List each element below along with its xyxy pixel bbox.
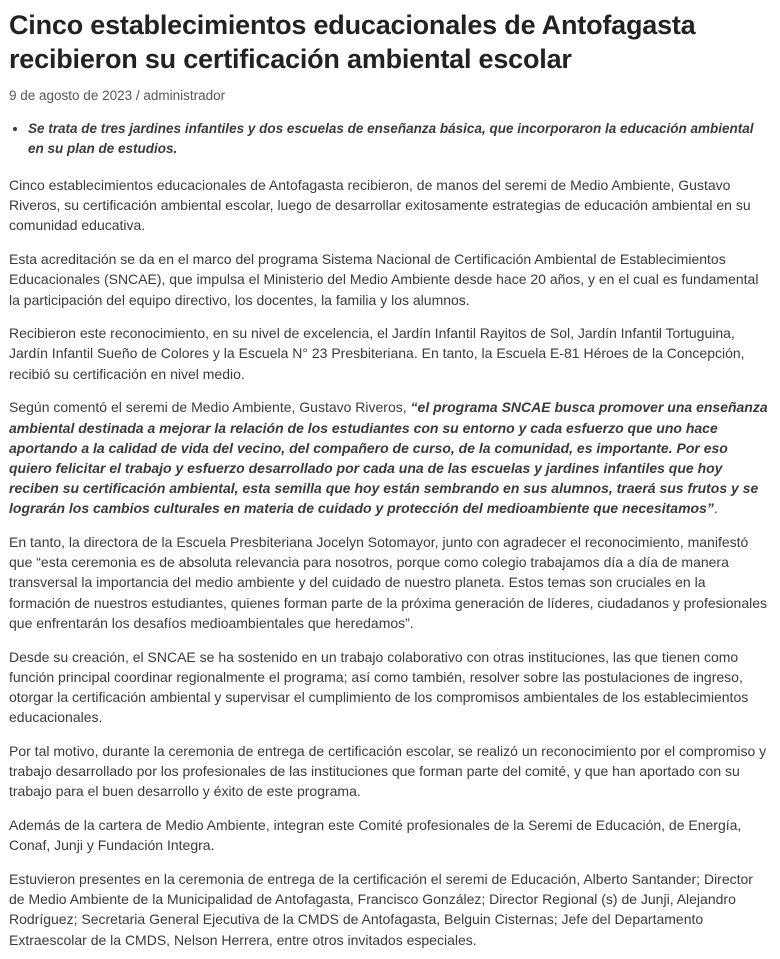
article-title: Cinco establecimientos educacionales de Antofagasta recibieron su certificación ambiental escolar xyxy=(9,10,696,74)
post-meta xyxy=(9,88,770,103)
post-date-link[interactable]: 9 de agosto de 2023 xyxy=(9,88,133,103)
paragraph-intro: Cinco establecimientos educacionales de Antofagasta recibieron, de manos del seremi de Medio Ambiente, Gustavo Riveros, su certificación ambiental escolar, luego de desarrollar exitosamente estrategias de educación ambiental en su comunidad educativa. xyxy=(9,177,751,234)
lead-list xyxy=(9,119,770,159)
paragraph-attendees: Estuvieron presentes en la ceremonia de entrega de la certificación el seremi de Educación, Alberto Santander; Director de Medio Ambiente de la Municipalidad de Antofagasta, Francisco González; Director Regional (s) de Junji, Alejandro Rodríguez; Secretaria General Ejecutiva de la CMDS de Antofagasta, Belguin Cisternas; Jefe del Departamento Extraescolar de la CMDS, Nelson Herrera, entre otros invitados especiales. xyxy=(9,870,753,948)
paragraph-committee: Además de la cartera de Medio Ambiente, integran este Comité profesionales de la Seremi de Educación, de Energía, Conaf, Junji y Fundación Integra. xyxy=(9,816,742,854)
seremi-quote: “el programa SNCAE busca promover una enseñanza ambiental destinada a mejorar la relación de los estudiantes con su entorno y cada esfuerzo que uno hace aportando a la calidad de vida del vecino, del compañero de curso, de la comunidad, es importante. Por eso quiero felicitar el trabajo y esfuerzo desarrollado por cada una de las escuelas y jardines infantiles que hoy reciben su certificación ambiental, esta semilla que hoy están sembrando en sus alumnos, traerá sus frutos y se lograrán los cambios culturales en materia de cuidado y protección del medioambiente que necesitamos” xyxy=(9,399,768,517)
paragraph-sncae: Esta acreditación se da en el marco del programa Sistema Nacional de Certificación Ambiental de Establecimientos Educacionales (SNCAE), que impulsa el Ministerio del Medio Ambiente desde hace 20 años, y en el cual es fundamental la participación del equipo directivo, los docentes, la familia y los alumnos. xyxy=(9,251,759,308)
paragraph-recognition: Por tal motivo, durante la ceremonia de entrega de certificación escolar, se realizó un reconocimiento por el compromiso y trabajo desarrollado por los profesionales de las instituciones que forman parte del comité, y que han aportado con su trabajo para el buen desarrollo y éxito de este programa. xyxy=(9,742,767,800)
paragraph-recipients: Recibieron este reconocimiento, en su nivel de excelencia, el Jardín Infantil Rayitos de Sol, Jardín Infantil Tortuguina, Jardín Infantil Sueño de Colores y la Escuela N° 23 Presbiteriana. En tanto, la Escuela E-81 Héroes de la Concepción, recibió su certificación en nivel medio. xyxy=(9,325,745,382)
paragraph-quote xyxy=(9,397,770,518)
lead-bullet: • Se trata de tres jardines infantiles y dos escuelas de enseñanza básica, que incorporaron la educación ambiental en su plan de estudios. xyxy=(28,119,770,159)
meta-separator: / xyxy=(132,88,144,103)
quote-intro: Según comentó el seremi de Medio Ambiente, Gustavo Riveros, xyxy=(9,399,411,416)
paragraph-collaboration: Desde su creación, el SNCAE se ha sostenido en un trabajo colaborativo con otras instituciones, las que tienen como función principal coordinar regionalmente el programa; así como también, resolver sobre las postulaciones de ingreso, otorgar la certificación ambiental y supervisar el cumplimiento de los compromisos ambientales de los establecimientos educacionales. xyxy=(9,648,749,726)
paragraph-director: En tanto, la directora de la Escuela Presbiteriana Jocelyn Sotomayor, junto con agradecer el reconocimiento, manifestó que “esta ceremonia es de absoluta relevancia para nosotros, porque como colegio trabajamos día a día de manera transversal la importancia del medio ambiente y del cuidado de nuestro planeta. Estos temas son cruciales en la formación de nuestros estudiantes, quienes forman parte de la próxima generación de líderes, ciudadanos y profesionales que enfrentarán los desafíos medioambientales que heredamos”. xyxy=(9,534,768,631)
quote-end: . xyxy=(713,500,718,517)
author-link[interactable]: administrador xyxy=(143,88,226,103)
